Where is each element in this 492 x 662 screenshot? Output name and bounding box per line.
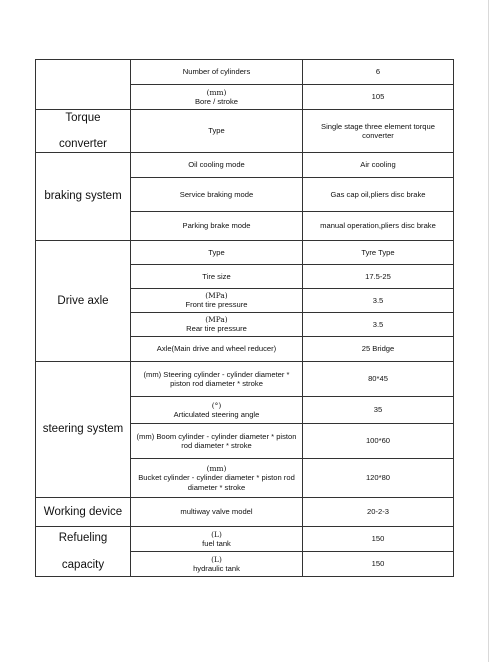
- category-cell-working-device: Working device: [36, 498, 131, 527]
- unit-label: (mm): [206, 87, 227, 97]
- category-label-line1: Refueling: [58, 532, 108, 545]
- value-cell: 3.5: [303, 313, 454, 337]
- item-cell: [131, 527, 303, 552]
- spec-table: [35, 59, 454, 577]
- value-cell: 20-2-3: [303, 498, 454, 527]
- value-cell: Gas cap oil,pliers disc brake: [303, 178, 454, 212]
- value-cell: 35: [303, 397, 454, 424]
- item-cell: Axle(Main drive and wheel reducer): [131, 337, 303, 362]
- item-cell: [131, 459, 303, 498]
- item-label: fuel tank: [202, 538, 231, 548]
- value-cell: 3.5: [303, 289, 454, 313]
- table-row: [36, 362, 454, 397]
- item-cell: Service braking mode: [131, 178, 303, 212]
- unit-label: (L): [211, 554, 222, 564]
- item-cell: (mm) Boom cylinder - cylinder diameter * piston rod diameter * stroke: [131, 424, 303, 459]
- item-label: Front tire pressure: [185, 300, 248, 310]
- category-label-line2: converter: [59, 138, 107, 150]
- value-cell: 105: [303, 85, 454, 110]
- value-cell: 150: [303, 552, 454, 577]
- item-cell: Oil cooling mode: [131, 153, 303, 178]
- item-label: Articulated steering angle: [173, 409, 260, 419]
- category-cell-drive-axle: Drive axle: [36, 241, 131, 362]
- item-label: hydraulic tank: [193, 563, 240, 573]
- unit-label: (L): [211, 529, 222, 539]
- category-cell-torque-converter: [36, 110, 131, 153]
- category-cell-steering-system: steering system: [36, 362, 131, 498]
- item-cell: [131, 313, 303, 337]
- value-cell: 100*60: [303, 424, 454, 459]
- item-label: Bucket cylinder - cylinder diameter * piston rod diameter * stroke: [138, 473, 295, 492]
- category-cell-refueling-capacity: [36, 527, 131, 577]
- item-cell: [131, 289, 303, 313]
- item-label: Rear tire pressure: [186, 324, 247, 334]
- unit-label: (mm): [206, 463, 227, 473]
- table-row: [36, 527, 454, 552]
- table-row: [36, 498, 454, 527]
- category-cell-braking-system: braking system: [36, 153, 131, 241]
- category-cell-engine: [36, 60, 131, 110]
- value-cell: Single stage three element torque converter: [303, 110, 454, 153]
- item-cell: Type: [131, 241, 303, 265]
- table-row: [36, 110, 454, 153]
- page-edge: [488, 0, 489, 662]
- unit-label: (MPa): [205, 315, 228, 325]
- item-label: Bore / stroke: [194, 96, 239, 106]
- value-cell: 17.5-25: [303, 265, 454, 289]
- item-cell: [131, 397, 303, 424]
- table-row: [36, 241, 454, 265]
- value-cell: 25 Bridge: [303, 337, 454, 362]
- unit-label: (°): [211, 400, 222, 410]
- item-cell: [131, 552, 303, 577]
- value-cell: 6: [303, 60, 454, 85]
- value-cell: 80*45: [303, 362, 454, 397]
- value-cell: 120*80: [303, 459, 454, 498]
- item-cell: Parking brake mode: [131, 212, 303, 241]
- value-cell: manual operation,pliers disc brake: [303, 212, 454, 241]
- category-label-line1: Torque: [65, 111, 101, 124]
- item-cell: Number of cylinders: [131, 60, 303, 85]
- table-row: [36, 60, 454, 85]
- item-cell: [131, 85, 303, 110]
- item-cell: multiway valve model: [131, 498, 303, 527]
- category-label-line2: capacity: [61, 558, 105, 571]
- value-cell: 150: [303, 527, 454, 552]
- item-cell: (mm) Steering cylinder - cylinder diameter * piston rod diameter * stroke: [131, 362, 303, 397]
- unit-label: (MPa): [205, 291, 228, 301]
- item-cell: Tire size: [131, 265, 303, 289]
- item-cell: Type: [131, 110, 303, 153]
- value-cell: Tyre Type: [303, 241, 454, 265]
- value-cell: Air cooling: [303, 153, 454, 178]
- table-row: [36, 153, 454, 178]
